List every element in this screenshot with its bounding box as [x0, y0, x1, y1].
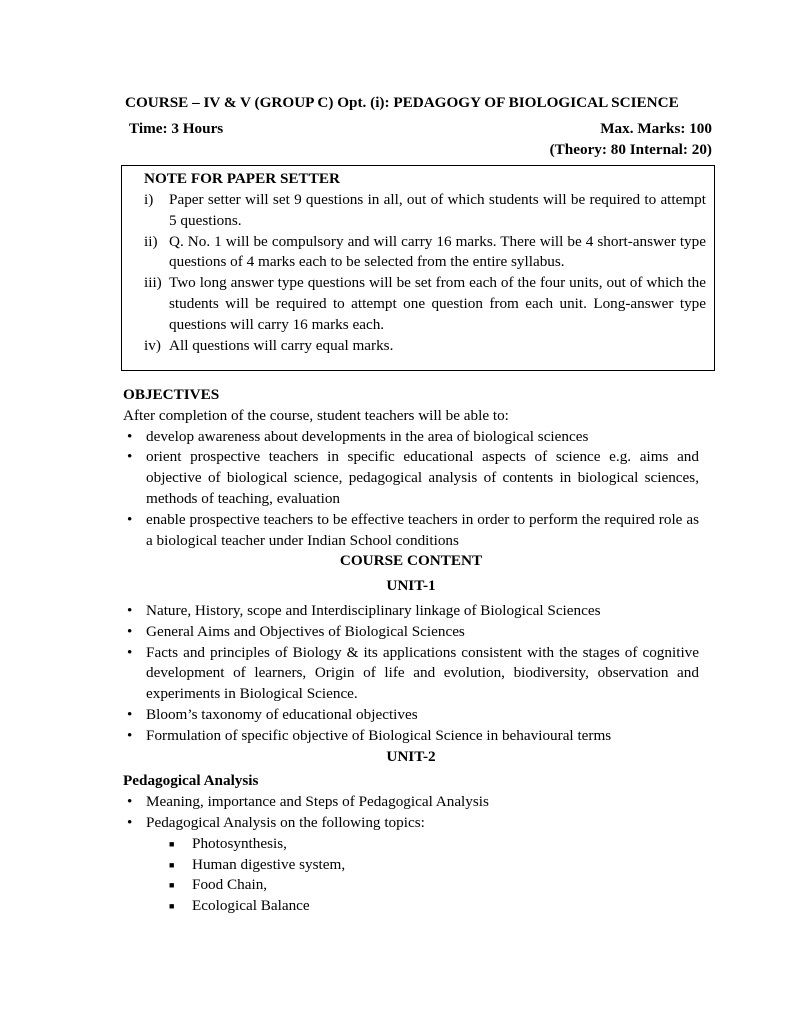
course-title: COURSE – IV & V (GROUP C) Opt. (i): PEDAGOGY OF BIOLOGICAL SCIENCE — [125, 94, 679, 111]
list-item-text: Meaning, importance and Steps of Pedagogical Analysis — [146, 793, 489, 811]
note-item-number: iv) — [144, 336, 161, 354]
topic-text: Human digestive system, — [192, 855, 346, 873]
note-item — [144, 232, 706, 274]
topics-list — [123, 834, 699, 917]
objectives-intro: After completion of the course, student teachers will be able to: — [123, 406, 509, 424]
note-for-paper-setter-box — [121, 165, 715, 371]
bullet-icon: • — [127, 427, 133, 445]
unit1-heading: UNIT-1 — [386, 577, 436, 595]
objectives-heading: OBJECTIVES — [123, 386, 220, 403]
list-item — [123, 427, 699, 448]
list-item-text: Nature, History, scope and Interdisciplinary linkage of Biological Sciences — [146, 601, 601, 619]
note-item-text: Q. No. 1 will be compulsory and will carry 16 marks. There will be 4 short-answer type questions of 4 marks each to be selected from the entire syllabus. — [169, 232, 706, 271]
unit1-list — [123, 601, 699, 747]
topic-text: Photosynthesis, — [192, 834, 287, 852]
marks-block — [550, 119, 712, 161]
list-item-text: Formulation of specific objective of Biological Science in behavioural terms — [146, 726, 612, 744]
bullet-icon: • — [127, 726, 133, 744]
square-bullet-icon: ■ — [169, 859, 175, 870]
bullet-icon: • — [127, 510, 133, 528]
square-bullet-icon: ■ — [169, 838, 175, 849]
topic-text: Food Chain, — [192, 876, 268, 894]
list-item-text: Facts and principles of Biology & its applications consistent with the stages of cognitive development of learners, Origin of life and evolution, biodiversity, observation and experiments in Biological Science. — [146, 643, 699, 703]
list-item-text: Pedagogical Analysis on the following topics: — [146, 813, 425, 831]
bullet-icon: • — [127, 601, 133, 619]
bullet-icon: • — [127, 793, 133, 811]
note-list — [144, 190, 706, 356]
bullet-icon: • — [127, 813, 133, 831]
bullet-icon: • — [127, 448, 133, 466]
note-item — [144, 336, 706, 357]
main-content — [123, 385, 699, 917]
list-item — [123, 792, 699, 813]
list-item — [123, 643, 699, 705]
note-item-number: iii) — [144, 274, 162, 292]
course-content-heading: COURSE CONTENT — [339, 552, 483, 570]
square-bullet-icon: ■ — [169, 880, 175, 891]
list-item — [123, 447, 699, 509]
list-item — [123, 510, 699, 552]
note-item-text: All questions will carry equal marks. — [169, 336, 394, 354]
bullet-icon: • — [127, 622, 133, 640]
topic-item — [169, 896, 699, 917]
note-item-text: Two long answer type questions will be set from each of the four units, out of which the students will be required to attempt one question from each unit. Long-answer type questions will carry 16 marks each. — [169, 274, 706, 333]
note-item-number: i) — [144, 191, 154, 208]
note-item-number: ii) — [144, 232, 158, 250]
list-item — [123, 813, 699, 834]
list-item-text: enable prospective teachers to be effective teachers in order to perform the required role as a biological teacher under Indian School conditions — [146, 510, 699, 549]
marks-split: (Theory: 80 Internal: 20) — [549, 140, 712, 158]
topic-text: Ecological Balance — [192, 897, 310, 915]
square-bullet-icon: ■ — [169, 901, 175, 912]
list-item-text: orient prospective teachers in specific educational aspects of science e.g. aims and objective of biological science, pedagogical analysis of contents in biological sciences, methods of teaching, evaluation — [146, 448, 699, 507]
exam-time: Time: 3 Hours — [129, 120, 224, 137]
list-item — [123, 705, 699, 726]
bullet-icon: • — [127, 705, 133, 723]
topic-item — [169, 855, 699, 876]
topic-item — [169, 875, 699, 896]
note-item-text: Paper setter will set 9 questions in all, out of which students will be required to attempt 5 questions. — [169, 191, 706, 229]
list-item — [123, 601, 699, 622]
note-title: NOTE FOR PAPER SETTER — [144, 170, 340, 187]
unit2-heading: UNIT-2 — [386, 747, 436, 765]
list-item-text: General Aims and Objectives of Biological Sciences — [146, 622, 465, 640]
list-item-text: Bloom’s taxonomy of educational objectives — [146, 705, 418, 723]
bullet-icon: • — [127, 643, 133, 661]
list-item — [123, 622, 699, 643]
pedagogical-analysis-heading: Pedagogical Analysis — [123, 772, 259, 790]
note-item — [144, 190, 706, 232]
max-marks: Max. Marks: 100 — [600, 120, 712, 137]
unit2-list — [123, 792, 699, 834]
list-item-text: develop awareness about developments in the area of biological sciences — [146, 427, 589, 445]
note-item — [144, 273, 706, 335]
list-item — [123, 726, 699, 747]
objectives-list — [123, 427, 699, 552]
topic-item — [169, 834, 699, 855]
